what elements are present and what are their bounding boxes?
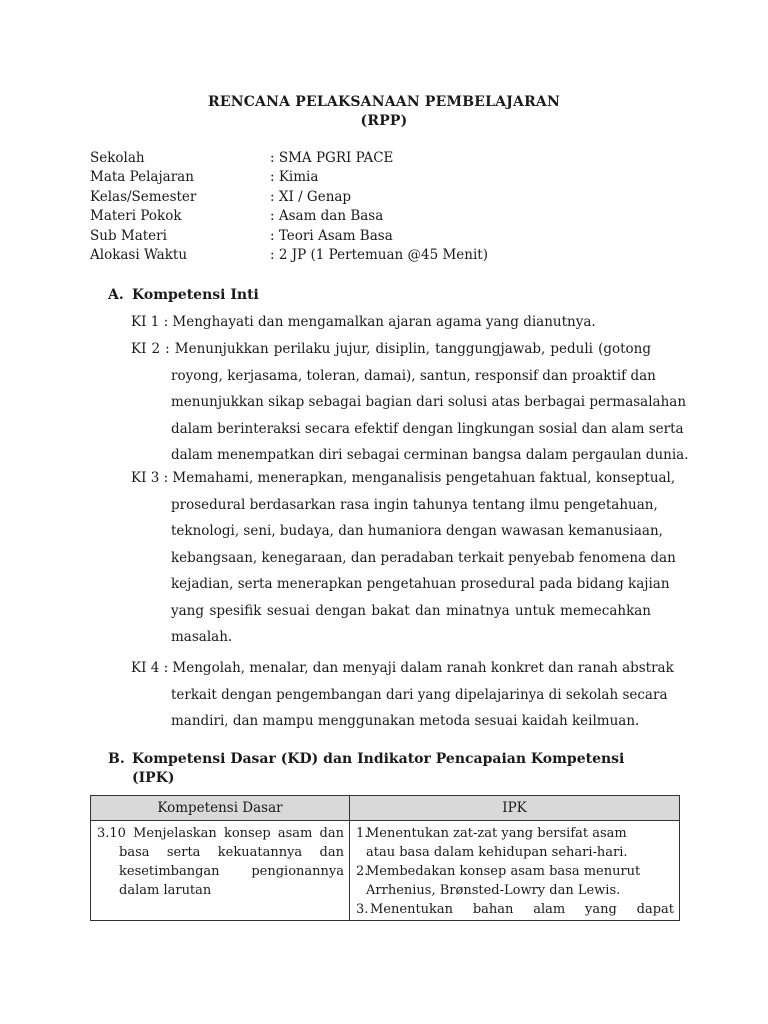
identity-block — [90, 150, 690, 266]
ki-2-line: royong, kerjasama, toleran, damai), santun, responsif dan proaktif dan — [171, 367, 656, 384]
ki-2-body — [131, 363, 689, 469]
info-value: : 2 JP (1 Pertemuan @45 Menit) — [270, 246, 489, 263]
info-row-sekolah — [90, 150, 690, 169]
ki-4 — [131, 655, 674, 735]
table-row — [91, 821, 680, 921]
ki-3-line: kebangsaan, kenegaraan, dan peradaban terkait penyebab fenomena dan — [171, 549, 676, 566]
info-label: Kelas/Semester — [90, 188, 197, 205]
kd-line: 3.10 Menjelaskan konsep asam dan — [97, 826, 344, 841]
info-label: Materi Pokok — [90, 208, 182, 225]
kd-ipk-table — [90, 795, 680, 921]
info-row-kelas-semester — [90, 189, 690, 208]
info-value: : Asam dan Basa — [270, 208, 384, 225]
section-a-heading — [108, 287, 259, 303]
kd-line: basa serta kekuatannya dan — [119, 845, 344, 860]
ki-3 — [131, 465, 676, 651]
ki-2-line: dalam menempatkan diri sebagai cerminan bangsa dalam pergaulan dunia. — [171, 447, 689, 463]
info-row-alokasi-waktu — [90, 247, 690, 266]
section-letter: A. — [108, 287, 124, 303]
kd-cell — [91, 821, 350, 921]
table-header-row — [91, 796, 680, 821]
ipk-text: Membedakan konsep asam basa menurut — [366, 864, 641, 879]
info-row-sub-materi — [90, 228, 690, 247]
info-row-materi-pokok — [90, 208, 690, 227]
ki-3-body — [131, 492, 676, 651]
section-letter: B. — [108, 751, 125, 767]
ki-4-body — [131, 682, 668, 735]
section-b-heading — [108, 750, 624, 788]
ipk-cell — [350, 821, 680, 921]
ki-3-line: teknologi, seni, budaya, dan humaniora dengan wawasan kemanusiaan, — [171, 523, 663, 539]
ki-3-head: KI 3 : Memahami, menerapkan, menganalisis pengetahuan faktual, konseptual, — [131, 470, 676, 486]
info-value: : Kimia — [270, 169, 319, 186]
ki-4-line: terkait dengan pengembangan dari yang dipelajarinya di sekolah secara — [171, 686, 668, 703]
info-label: Mata Pelajaran — [90, 169, 194, 186]
column-header-ipk: IPK — [350, 796, 680, 821]
section-title-continued: (IPK) — [132, 770, 175, 786]
ki-2-line: dalam berinteraksi secara efektif dengan lingkungan sosial dan alam serta — [171, 420, 684, 437]
ipk-number: 3. — [356, 902, 369, 917]
ki-2-head: KI 2 : Menunjukkan perilaku jujur, disiplin, tanggungjawab, peduli (gotong — [131, 341, 651, 357]
info-value: : Teori Asam Basa — [270, 227, 393, 244]
ipk-number: 2. — [356, 864, 369, 879]
section-title: Kompetensi Inti — [132, 287, 259, 303]
ki-1 — [131, 309, 651, 336]
ki-3-line: kejadian, serta menerapkan pengetahuan prosedural pada bidang kajian — [171, 576, 670, 592]
info-label: Alokasi Waktu — [90, 246, 188, 263]
info-value: : XI / Genap — [270, 188, 352, 205]
ipk-text-cont: Arrhenius, Brønsted-Lowry dan Lewis. — [366, 883, 621, 898]
ipk-number: 1. — [356, 826, 369, 841]
kd-line: kesetimbangan pengionannya — [119, 864, 344, 879]
section-title: Kompetensi Dasar (KD) dan Indikator Pencapaian Kompetensi — [132, 751, 625, 767]
info-label: Sekolah — [90, 150, 145, 166]
ki-3-line: masalah. — [171, 629, 233, 645]
ki-4-line: mandiri, dan mampu menggunakan metoda sesuai kaidah keilmuan. — [171, 713, 640, 729]
document-subtitle: (RPP) — [360, 113, 408, 129]
ipk-text: Menentukan zat-zat yang bersifat asam — [366, 826, 627, 841]
ki-3-line: yang spesifik sesuai dengan bakat dan minatnya untuk memecahkan — [171, 602, 651, 619]
document-title: RENCANA PELAKSANAAN PEMBELAJARAN — [208, 94, 560, 110]
ipk-item — [356, 862, 674, 900]
ki-2-line: menunjukkan sikap sebagai bagian dari solusi atas berbagai permasalahan — [171, 394, 687, 410]
ki-3-line: prosedural berdasarkan rasa ingin tahunya tentang ilmu pengetahuan, — [171, 496, 658, 513]
ipk-item — [356, 900, 674, 919]
info-value: : SMA PGRI PACE — [270, 150, 394, 166]
ipk-text-cont: atau basa dalam kehidupan sehari-hari. — [366, 845, 628, 860]
ki-1-text: KI 1 : Menghayati dan mengamalkan ajaran agama yang dianutnya. — [131, 314, 596, 330]
ipk-text: Menentukan bahan alam yang dapat — [370, 902, 674, 917]
ki-4-head: KI 4 : Mengolah, menalar, dan menyaji dalam ranah konkret dan ranah abstrak — [131, 660, 674, 676]
info-label: Sub Materi — [90, 227, 167, 244]
ki-2 — [131, 336, 689, 469]
ipk-item — [356, 824, 674, 862]
column-header-kompetensi-dasar: Kompetensi Dasar — [91, 796, 350, 821]
info-row-mata-pelajaran — [90, 169, 690, 188]
kd-line: dalam larutan — [119, 883, 212, 898]
